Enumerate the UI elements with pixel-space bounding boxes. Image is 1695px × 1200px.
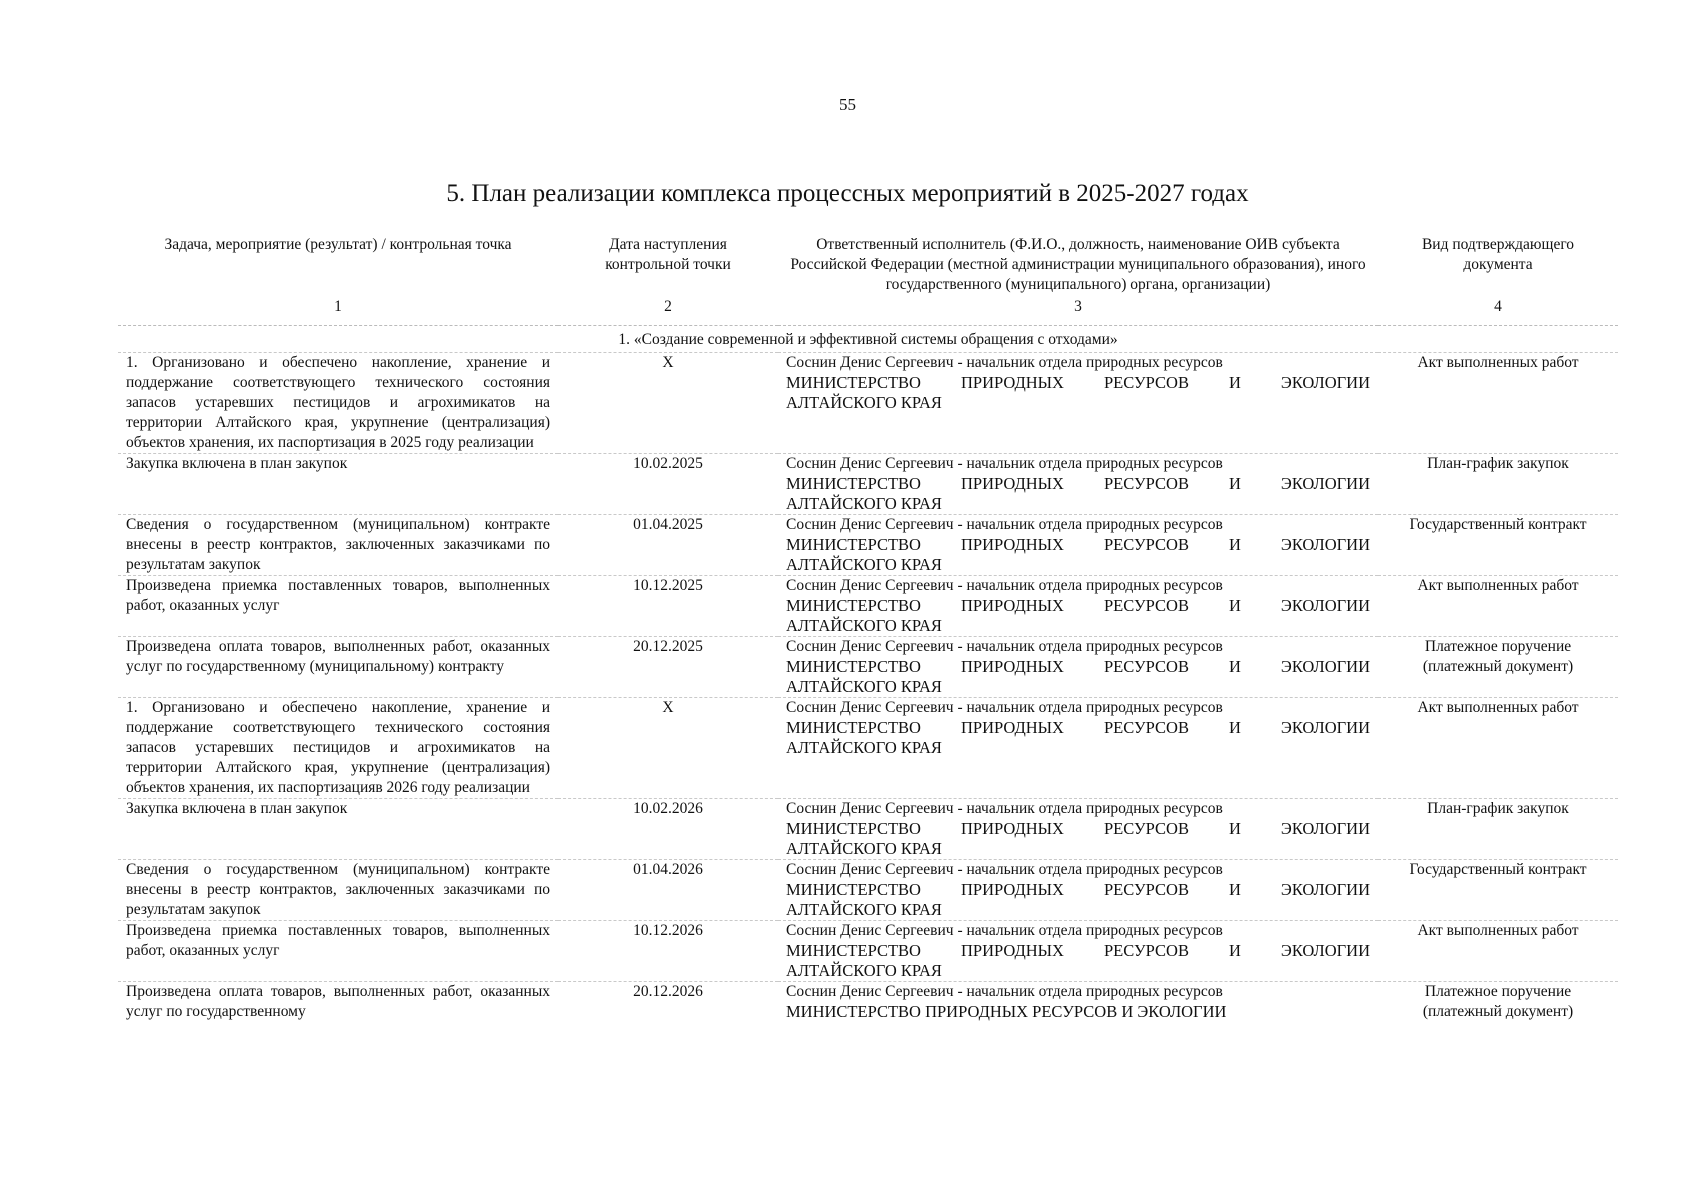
responsible-cell [778, 637, 1378, 698]
task-cell: Произведена приемка поставленных товаров, выполненных работ, оказанных услуг [118, 921, 558, 982]
responsible-name: Соснин Денис Сергеевич - начальник отдела природных ресурсов [786, 354, 1223, 371]
plan-table [118, 235, 1618, 1022]
document-type-cell: План-график закупок [1378, 799, 1618, 860]
task-cell: Произведена оплата товаров, выполненных работ, оказанных услуг по государственному [118, 982, 558, 1023]
date-cell: 01.04.2026 [558, 860, 778, 921]
document-type-cell: План-график закупок [1378, 454, 1618, 515]
table-row [118, 576, 1618, 637]
column-number-row [118, 297, 1618, 326]
table-header-row [118, 235, 1618, 297]
task-cell: Сведения о государственном (муниципальном) контракте внесены в реестр контрактов, заключенных заказчиками по результатам закупок [118, 515, 558, 576]
responsible-org-region: АЛТАЙСКОГО КРАЯ [786, 839, 942, 858]
document-type-cell: Государственный контракт [1378, 860, 1618, 921]
section-row [118, 326, 1618, 353]
responsible-cell [778, 799, 1378, 860]
responsible-org-region: АЛТАЙСКОГО КРАЯ [786, 616, 942, 635]
responsible-org: МИНИСТЕРСТВО ПРИРОДНЫХ РЕСУРСОВ И ЭКОЛОГИИ [786, 657, 1370, 676]
responsible-org: МИНИСТЕРСТВО ПРИРОДНЫХ РЕСУРСОВ И ЭКОЛОГИИ [786, 718, 1370, 737]
column-header-task: Задача, мероприятие (результат) / контрольная точка [164, 236, 512, 253]
responsible-org: МИНИСТЕРСТВО ПРИРОДНЫХ РЕСУРСОВ И ЭКОЛОГИИ [786, 373, 1370, 392]
column-number: 1 [118, 297, 558, 326]
responsible-cell [778, 982, 1378, 1023]
table-row [118, 799, 1618, 860]
responsible-org: МИНИСТЕРСТВО ПРИРОДНЫХ РЕСУРСОВ И ЭКОЛОГИИ [786, 1002, 1227, 1021]
section-title: 1. «Создание современной и эффективной системы обращения с отходами» [618, 331, 1118, 348]
responsible-org-region: АЛТАЙСКОГО КРАЯ [786, 494, 942, 513]
responsible-org-region: АЛТАЙСКОГО КРАЯ [786, 738, 942, 757]
responsible-name: Соснин Денис Сергеевич - начальник отдела природных ресурсов [786, 861, 1223, 878]
page-number: 55 [839, 95, 856, 114]
document-type-cell: Платежное поручение (платежный документ) [1378, 637, 1618, 698]
responsible-name: Соснин Денис Сергеевич - начальник отдела природных ресурсов [786, 577, 1223, 594]
responsible-org-region: АЛТАЙСКОГО КРАЯ [786, 961, 942, 980]
document-type-cell: Акт выполненных работ [1378, 576, 1618, 637]
table-row [118, 982, 1618, 1023]
responsible-cell [778, 454, 1378, 515]
page-title: 5. План реализации комплекса процессных мероприятий в 2025-2027 годах [446, 180, 1249, 207]
responsible-org-region: АЛТАЙСКОГО КРАЯ [786, 393, 942, 412]
task-cell: Произведена приемка поставленных товаров, выполненных работ, оказанных услуг [118, 576, 558, 637]
table-row [118, 860, 1618, 921]
document-type-cell: Акт выполненных работ [1378, 353, 1618, 454]
responsible-org-region: АЛТАЙСКОГО КРАЯ [786, 900, 942, 919]
document-type-cell: Акт выполненных работ [1378, 921, 1618, 982]
column-number: 2 [558, 297, 778, 326]
task-cell: 1. Организовано и обеспечено накопление, хранение и поддержание соответствующего технического состояния запасов устаревших пестицидов и агрохимикатов на территории Алтайского края, укрупнение (централизация) объектов хранения, их паспортизация в 2025 году реализации [118, 353, 558, 454]
responsible-org: МИНИСТЕРСТВО ПРИРОДНЫХ РЕСУРСОВ И ЭКОЛОГИИ [786, 596, 1370, 615]
date-cell: 10.02.2025 [558, 454, 778, 515]
responsible-cell [778, 353, 1378, 454]
table-row [118, 515, 1618, 576]
responsible-name: Соснин Денис Сергеевич - начальник отдела природных ресурсов [786, 983, 1223, 1000]
responsible-name: Соснин Денис Сергеевич - начальник отдела природных ресурсов [786, 516, 1223, 533]
column-header-document: Вид подтверждающего документа [1421, 236, 1575, 273]
table-row [118, 353, 1618, 454]
task-cell: Сведения о государственном (муниципальном) контракте внесены в реестр контрактов, заключенных заказчиками по результатам закупок [118, 860, 558, 921]
table-row [118, 698, 1618, 799]
responsible-org: МИНИСТЕРСТВО ПРИРОДНЫХ РЕСУРСОВ И ЭКОЛОГИИ [786, 474, 1370, 493]
date-cell: 01.04.2025 [558, 515, 778, 576]
responsible-org: МИНИСТЕРСТВО ПРИРОДНЫХ РЕСУРСОВ И ЭКОЛОГИИ [786, 941, 1370, 960]
responsible-org-region: АЛТАЙСКОГО КРАЯ [786, 677, 942, 696]
task-cell: Произведена оплата товаров, выполненных работ, оказанных услуг по государственному (муниципальному) контракту [118, 637, 558, 698]
responsible-name: Соснин Денис Сергеевич - начальник отдела природных ресурсов [786, 800, 1223, 817]
document-type-cell: Акт выполненных работ [1378, 698, 1618, 799]
task-cell: Закупка включена в план закупок [118, 799, 558, 860]
table-row [118, 454, 1618, 515]
date-cell: 10.12.2025 [558, 576, 778, 637]
responsible-org: МИНИСТЕРСТВО ПРИРОДНЫХ РЕСУРСОВ И ЭКОЛОГИИ [786, 880, 1370, 899]
document-type-cell: Государственный контракт [1378, 515, 1618, 576]
responsible-name: Соснин Денис Сергеевич - начальник отдела природных ресурсов [786, 638, 1223, 655]
date-cell: 20.12.2025 [558, 637, 778, 698]
column-header-responsible: Ответственный исполнитель (Ф.И.О., должность, наименование ОИВ субъекта Российской Федерации (местной администрации муниципального образования), иного государственного (муниципального) органа, организации) [790, 236, 1366, 293]
responsible-cell [778, 921, 1378, 982]
table-row [118, 637, 1618, 698]
responsible-name: Соснин Денис Сергеевич - начальник отдела природных ресурсов [786, 699, 1223, 716]
document-type-cell: Платежное поручение (платежный документ) [1378, 982, 1618, 1023]
responsible-cell [778, 860, 1378, 921]
date-cell: X [558, 698, 778, 799]
responsible-cell [778, 515, 1378, 576]
responsible-org: МИНИСТЕРСТВО ПРИРОДНЫХ РЕСУРСОВ И ЭКОЛОГИИ [786, 819, 1370, 838]
column-number: 4 [1378, 297, 1618, 326]
responsible-name: Соснин Денис Сергеевич - начальник отдела природных ресурсов [786, 455, 1223, 472]
column-number: 3 [778, 297, 1378, 326]
responsible-org-region: АЛТАЙСКОГО КРАЯ [786, 555, 942, 574]
column-header-date: Дата наступления контрольной точки [605, 236, 731, 273]
responsible-org: МИНИСТЕРСТВО ПРИРОДНЫХ РЕСУРСОВ И ЭКОЛОГИИ [786, 535, 1370, 554]
table-row [118, 921, 1618, 982]
responsible-cell [778, 698, 1378, 799]
responsible-cell [778, 576, 1378, 637]
task-cell: Закупка включена в план закупок [118, 454, 558, 515]
responsible-name: Соснин Денис Сергеевич - начальник отдела природных ресурсов [786, 922, 1223, 939]
date-cell: 10.02.2026 [558, 799, 778, 860]
date-cell: X [558, 353, 778, 454]
date-cell: 10.12.2026 [558, 921, 778, 982]
date-cell: 20.12.2026 [558, 982, 778, 1023]
task-cell: 1. Организовано и обеспечено накопление, хранение и поддержание соответствующего технического состояния запасов устаревших пестицидов и агрохимикатов на территории Алтайского края, укрупнение (централизация) объектов хранения, их паспортизацияв 2026 году реализации [118, 698, 558, 799]
